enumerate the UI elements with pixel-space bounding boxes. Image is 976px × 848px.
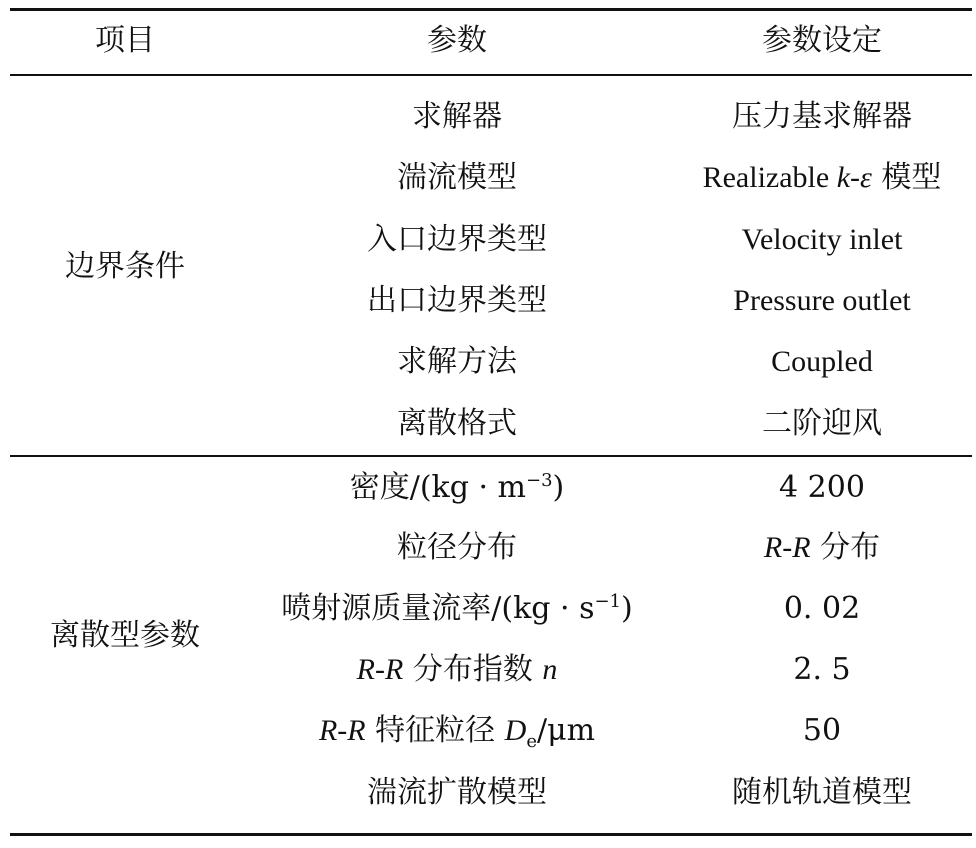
row-param	[281, 591, 633, 626]
setting-text: R-R	[763, 531, 811, 564]
param-text: R-R	[356, 653, 404, 686]
group-label-discrete: 离散型参数	[50, 618, 200, 653]
param-text: 密度/(kg · m	[349, 470, 526, 505]
row-param: 出口边界类型	[367, 283, 547, 318]
row-param	[349, 470, 565, 505]
header-item: 项目	[95, 23, 155, 58]
param-text: D	[504, 714, 527, 747]
setting-text: ε	[860, 161, 872, 194]
row-setting: 0. 02	[783, 591, 861, 626]
setting-text: k	[836, 161, 851, 194]
setting-text: 分布	[810, 530, 881, 565]
header-rule	[10, 74, 972, 76]
param-text: 特征粒径	[365, 713, 505, 748]
setting-text: 模型	[871, 160, 942, 195]
row-param: 入口边界类型	[367, 222, 547, 257]
row-setting: 50	[802, 713, 842, 748]
group-divider-rule	[10, 455, 972, 457]
row-param	[318, 713, 596, 752]
param-text: n	[542, 653, 558, 686]
row-setting: 2. 5	[793, 652, 851, 687]
param-text: /μm	[536, 713, 596, 748]
setting-text: -	[850, 161, 861, 194]
row-param: 粒径分布	[397, 530, 517, 565]
row-setting	[702, 160, 942, 195]
header-setting: 参数设定	[762, 23, 882, 58]
row-setting: 4 200	[779, 470, 865, 505]
group-label-boundary: 边界条件	[65, 249, 185, 284]
param-superscript: −3	[525, 470, 553, 491]
param-superscript: −1	[594, 591, 622, 612]
param-text: R-R	[318, 714, 366, 747]
row-param: 离散格式	[397, 406, 517, 441]
row-param	[356, 652, 558, 687]
row-param: 湍流模型	[397, 160, 517, 195]
row-setting: Velocity inlet	[741, 223, 903, 256]
param-text: )	[621, 591, 633, 626]
row-setting: 压力基求解器	[732, 99, 912, 134]
row-setting: Pressure outlet	[733, 284, 911, 317]
setting-text: Realizable	[702, 161, 837, 194]
row-param: 求解方法	[397, 344, 517, 379]
row-setting: 随机轨道模型	[732, 775, 912, 810]
param-text: )	[552, 470, 565, 505]
top-rule	[10, 8, 972, 11]
row-setting: 二阶迎风	[762, 406, 882, 441]
header-param: 参数	[427, 23, 487, 58]
row-setting: Coupled	[771, 345, 873, 378]
param-subscript: e	[526, 731, 537, 752]
param-text: 分布指数	[403, 652, 543, 687]
row-param: 求解器	[412, 99, 502, 134]
bottom-rule	[10, 833, 972, 836]
row-setting	[763, 530, 881, 565]
param-text: 喷射源质量流率/(kg · s	[281, 591, 595, 626]
row-param: 湍流扩散模型	[367, 775, 547, 810]
